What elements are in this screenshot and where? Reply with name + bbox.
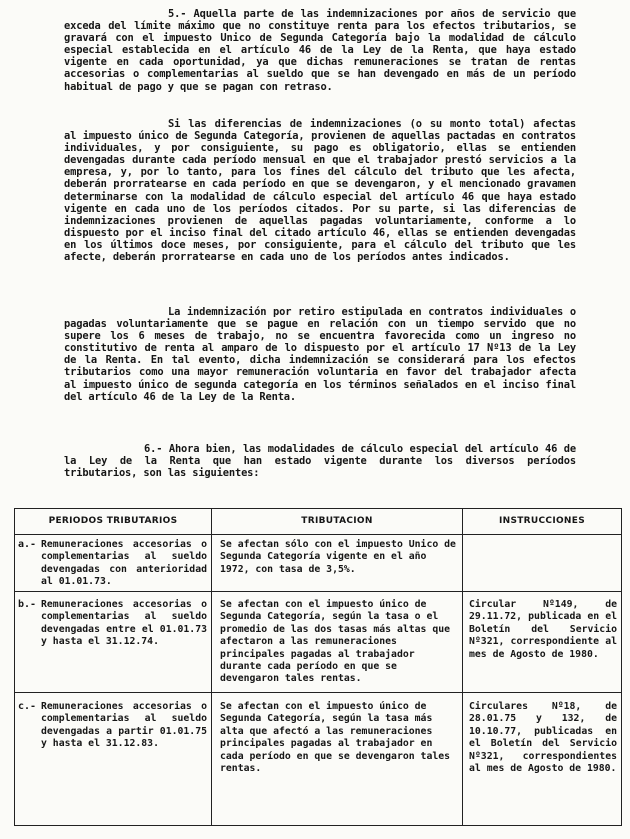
row-divider — [15, 692, 621, 693]
row-divider — [15, 591, 621, 592]
row-b-instrucciones: Circular Nº149, de 29.11.72, publicada en el Boletín del Servicio Nº321, correspondiente al mes de Agosto de 1980. — [469, 599, 617, 660]
row-c-periodo: Remuneraciones accesorias o complementarias al sueldo devengadas a partir 01.01.75 y hasta el 31.12.83. — [41, 701, 207, 750]
paragraph-6 — [64, 443, 576, 479]
paragraph-5 — [64, 8, 576, 93]
row-b-periodo: Remuneraciones accesorias o complementarias al sueldo devengadas entre el 01.01.73 y hasta el 31.12.74. — [41, 599, 207, 648]
row-a-tributacion: Se afectan sólo con el impuesto Unico de Segunda Categoría vigente en el año 1972, con tasa de 3,5%. — [220, 539, 456, 575]
header-periodos: PERIODOS TRIBUTARIOS — [48, 516, 178, 526]
paragraph-5-text: 5.- Aquella parte de las indemnizaciones por años de servicio que exceda del límite máximo que no constituye renta para los efectos tributarios, se gravará con el impuesto Unico de Segunda Categoría bajo la modalidad de cálculo especial establecida en el artículo 46 de la Ley de la Renta, que haya estado vigente en cada oportunidad, ya que dichas remuneraciones se tratan de rentas accesorias o complementarias al sueldo que se han devengado en más de un período habitual de pago y que se pagan con retraso. — [64, 8, 576, 93]
column-divider — [211, 509, 212, 825]
row-b-label: b.- — [18, 599, 37, 610]
row-c-instrucciones: Circulares Nº18, de 28.01.75 y 132, de 10.10.77, publicadas en el Boletín del Servicio Nº321, correspondientes al mes de Agosto de 1980. — [469, 701, 617, 775]
periodos-table — [14, 508, 622, 826]
header-tributacion: TRIBUTACION — [301, 516, 373, 526]
paragraph-diferencias — [64, 118, 576, 263]
header-instrucciones: INSTRUCCIONES — [498, 516, 585, 526]
paragraph-diferencias-text: Si las diferencias de indemnizaciones (o su monto total) afectas al impuesto único de Segunda Categoría, provienen de aquellas pactadas en contratos individuales, y por consiguiente, su pago es obligatorio, ellas se entienden devengadas durante cada período mensual en que el trabajador prestó servicios a la empresa, y, por lo tanto, para los fines del cálculo del tributo que les afecta, deberán prorratearse en cada período en que se devengaron, y el mencionado gravamen determinarse con la modalidad de cálculo especial del artículo 46 que haya estado vigente en cada uno de los períodos citados. Por su parte, si las diferencias de indemnizaciones provienen de aquellas pagadas voluntariamente, conforme a lo dispuesto por el inciso final del citado artículo 46, ellas se entienden devengadas en los últimos doce meses, por consiguiente, para el cálculo del tributo que les afecte, deberán prorratearse en cada uno de los períodos antes indicados. — [64, 118, 576, 264]
row-a-label: a.- — [18, 539, 37, 550]
row-c-label: c.- — [18, 701, 37, 712]
row-c-tributacion: Se afectan con el impuesto único de Segunda Categoría, según la tasa más alta que afectó a las remuneraciones principales pagadas al trabajador en cada período en que se devengaron tales rentas. — [220, 701, 451, 775]
header-divider — [15, 534, 621, 535]
row-a-periodo: Remuneraciones accesorias o complementarias al sueldo devengadas con anterioridad al 01.01.73. — [41, 539, 207, 588]
column-divider — [462, 509, 463, 825]
row-b-tributacion: Se afectan con el impuesto único de Segunda Categoría, según la tasa o el promedio de las dos tasas más altas que afectaron a las remuneraciones principales pagadas al trabajador durante cada período en que se devengaron tales rentas. — [220, 599, 451, 685]
paragraph-indemnizacion-retiro — [64, 306, 576, 403]
paragraph-6-text: 6.- Ahora bien, las modalidades de cálculo especial del artículo 46 de la Ley de la Renta que han estado vigente durante los diversos períodos tributarios, son las siguientes: — [64, 443, 576, 480]
paragraph-indemnizacion-retiro-text: La indemnización por retiro estipulada en contratos individuales o pagadas voluntariamente que se pague en relación con un tiempo servido que no supere los 6 meses de trabajo, no se encuentra favorecida como un ingreso no constitutivo de renta al amparo de lo dispuesto por el artículo 17 Nº13 de la Ley de la Renta. En tal evento, dicha indemnización se considerará para los efectos tributarios como una mayor remuneración voluntaria en favor del trabajador afecta al impuesto único de segunda categoría en los términos señalados en el inciso final del artículo 46 de la Ley de la Renta. — [64, 306, 576, 403]
